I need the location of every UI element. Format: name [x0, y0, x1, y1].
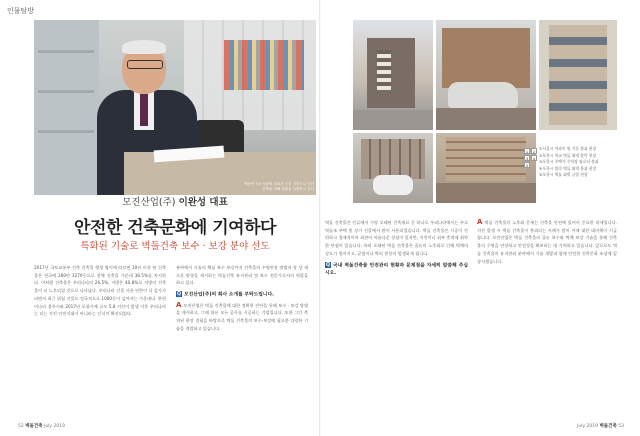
answer-marker: A: [477, 218, 483, 226]
cabinet: [34, 20, 99, 195]
damage-photo-5: [436, 133, 536, 203]
legend-item: ③포항시 주택가 주차장 필로티 붕괴: [539, 159, 599, 164]
question-marker: Q: [325, 261, 331, 268]
issue-date-left: July 2019: [44, 424, 65, 429]
question-2-text: 국내 벽돌건축물 안전관리 현황과 문제점을 자세히 말씀해 주십시오.: [325, 263, 468, 277]
bookshelf: [224, 40, 304, 90]
damage-photo-1: [353, 20, 433, 130]
article-kicker: [0, 194, 350, 208]
page-number-left: 52: [18, 424, 24, 429]
body-column-4: [477, 219, 617, 265]
answer-1: [176, 302, 308, 333]
legend-item: ④포항시 빌라 벽돌 외벽 붕괴 현장: [539, 165, 597, 171]
issue-date-right: July 2019: [577, 424, 598, 429]
section-label: 인물탐방: [7, 7, 35, 15]
legend-item: ①서울시 아파트 및 기둥 붕괴 현장: [539, 146, 597, 151]
damage-photo-2: [436, 20, 536, 130]
article-title: 안전한 건축문화에 기여하다: [74, 218, 276, 238]
photo-index: 3: [525, 157, 529, 161]
article-subtitle: 특화된 기술로 벽돌건축 보수 · 보강 분야 선도: [80, 241, 270, 252]
photo-legend: [539, 146, 617, 196]
damage-photo-4: [353, 133, 433, 203]
damage-photo-3: [539, 20, 617, 130]
answer-marker: A: [176, 300, 182, 309]
photo-index: 1: [525, 150, 529, 154]
answer-1-text: 모진산업은 벽돌 건축물에 대한 정확한 진단을 통해 보수 · 보강 방법을 제시하고, 그에 따른 모든 공사를 시공하는 기업입니다. 또한 그간 축적된 현장 경험을 바탕으로 벽돌 건축물의 보수·보강에 필요한 다양한 기술을 개발하고 있습니다.: [176, 302, 308, 331]
legend-item: ②포항시 학교 벽돌 외벽 탈락 현장: [539, 152, 597, 158]
body-paragraph: 분야에서 기술의 핵심 보수 보강까지 건축물의 수명연장 방법과 장 상 새로운 방향을 제시하는 벽돌건축 유지관리 및 보수 전문가로서의 역할을 하고 있다.: [176, 265, 308, 286]
photo-index-grid: [524, 148, 537, 168]
body-column-3: [325, 219, 468, 280]
photo-index: 5: [525, 164, 529, 168]
body-paragraph: 벽돌 건축물은 인류에서 가장 오래된 건축재료 중 하나로 우리나라에서는 주로 벽돌조 주택 및 상가 건물에서 많이 사용되었습니다. 벽돌 건축물은 시공이 간편하고 경제적이며 외관이 아름다운 장점이 있지만, 지진이나 외부 충격에 취약한 단점이 있습니다. 특히 오래된 벽돌 건축물은 줄눈의 노후화로 인해 벽체의 강도가 떨어지고, 균열이나 박리 현상이 발생하게 됩니다.: [325, 220, 468, 256]
question-marker: Q: [176, 291, 182, 298]
page-number-right: 53: [618, 424, 624, 429]
page-gutter: [319, 0, 321, 436]
footer-right: [577, 423, 624, 429]
body-column-1: 2017년 국토교통부 건축 건축물 행정 법이에 따르면 30년 이상 된 건축물은 전국에 280만 3270동으로 전체 건축물 가운데 38.5%를 차지한다. 이처럼 건축물은 우리나라의 26.5%, 지방은 40.8%로 지방의 건축물이 더 노후되었 것으로 나타났다. 우리나라 건물 사용 연한이 다 감가가 되면서 최근 위험 건물도 전국적으로 1000동이 넘어서는 가운데다. 한편 이나라 경주시와 2017년 포항시에 규모 5.8 지진이 발생 이후 우리나라는 더는 지진 안전지대가 아니라는 인식이 확산되었다.: [34, 265, 166, 317]
photo-index: 2: [532, 150, 536, 154]
photo-caption: 백동연구소 이완성 대표가 포항 지진으로 인한 건축물 피해 상황을 설명하고 있다: [244, 182, 314, 191]
footer-left: [18, 423, 65, 429]
person-name: 이완성 대표: [178, 197, 228, 208]
photo-index: 4: [532, 157, 536, 161]
question-1-text: 모진산업(주)의 회사 소개를 부탁드립니다.: [184, 292, 274, 298]
body-column-2: [176, 264, 308, 332]
question-2: [325, 262, 468, 279]
magazine-name-left: 벽돌건축: [25, 424, 43, 429]
legend-item: ⑤포항시 벽돌 외벽 균열 현장: [539, 172, 588, 177]
company-name: 모진산업(주): [122, 197, 176, 208]
question-1: [176, 291, 308, 300]
portrait-photo: [34, 20, 316, 195]
magazine-name-right: 벽돌건축: [599, 424, 617, 429]
answer-2-text: 벽돌 건축물의 노후화 문제는 건축물 안전에 있어서 중요한 과제입니다. 지진 발생 시 벽돌 건축물이 붕괴되는 사례가 많아 이에 대한 대비책이 시급합니다. 모진산업은 벽돌 건축물의 줄눈 보수와 벽체 보강 기술을 통해 건축물의 수명을 연장하고 안전성을 확보하는 데 기여하고 있습니다. 앞으로도 벽돌 건축물의 유지관리 분야에서 기술 개발과 함께 안전한 건축문화 조성에 앞장서겠습니다.: [477, 220, 617, 264]
